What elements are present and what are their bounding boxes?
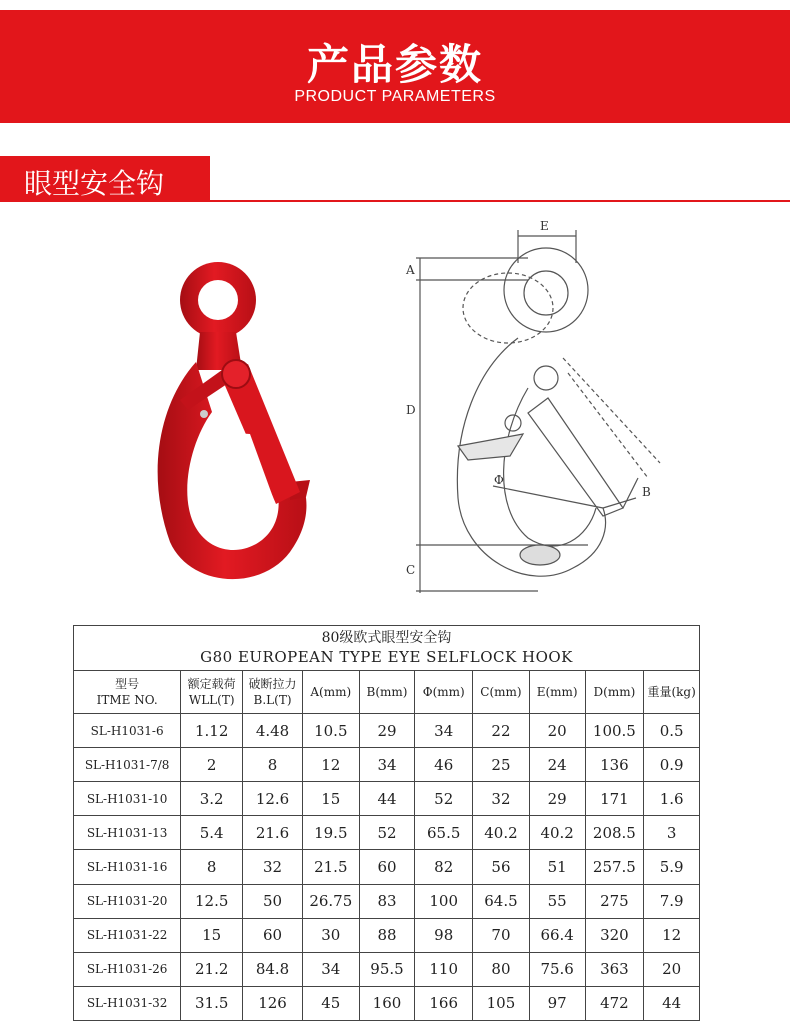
table-header-label: 重量(kg) xyxy=(647,685,696,699)
table-header-label: A(mm) xyxy=(310,685,352,699)
table-header-cell xyxy=(74,671,181,714)
model-cell: SL-H1031-20 xyxy=(74,884,181,918)
table-cell: 1.12 xyxy=(181,714,243,748)
table-title-en: G80 EUROPEAN TYPE EYE SELFLOCK HOOK xyxy=(200,648,573,666)
table-cell: 98 xyxy=(415,918,473,952)
table-cell: 12 xyxy=(302,748,359,782)
table-cell: 65.5 xyxy=(415,816,473,850)
table-header-sublabel: WLL(T) xyxy=(188,693,235,707)
table-cell: 10.5 xyxy=(302,714,359,748)
table-cell: 20 xyxy=(644,952,700,986)
table-title-zh: 80级欧式眼型安全钩 xyxy=(321,630,452,646)
table-cell: 44 xyxy=(359,782,415,816)
section-tab xyxy=(0,156,210,201)
table-cell: 34 xyxy=(415,714,473,748)
table-cell: 257.5 xyxy=(585,850,644,884)
table-cell: 60 xyxy=(243,918,303,952)
table-row xyxy=(74,816,700,850)
table-header-cell xyxy=(644,671,700,714)
table-cell: 40.2 xyxy=(473,816,530,850)
table-header-cell xyxy=(359,671,415,714)
table-cell: 66.4 xyxy=(529,918,585,952)
page-title: 产品参数 xyxy=(306,40,483,89)
table-header-cell xyxy=(415,671,473,714)
table-row xyxy=(74,850,700,884)
model-cell: SL-H1031-16 xyxy=(74,850,181,884)
table-header-label: B(mm) xyxy=(366,685,408,699)
table-cell: 24 xyxy=(529,748,585,782)
table-cell: 7.9 xyxy=(644,884,700,918)
table-cell: 95.5 xyxy=(359,952,415,986)
model-cell: SL-H1031-6 xyxy=(74,714,181,748)
dim-label-e: E xyxy=(540,219,549,233)
table-cell: 22 xyxy=(473,714,530,748)
table-cell: 12.5 xyxy=(181,884,243,918)
table-header-label: 额定载荷 xyxy=(187,677,236,691)
spec-table xyxy=(73,625,700,1021)
table-header-sublabel: ITME NO. xyxy=(96,693,158,707)
table-cell: 12 xyxy=(644,918,700,952)
table-cell: 40.2 xyxy=(529,816,585,850)
table-cell: 34 xyxy=(359,748,415,782)
table-cell: 52 xyxy=(359,816,415,850)
table-row xyxy=(74,714,700,748)
table-cell: 25 xyxy=(473,748,530,782)
table-row xyxy=(74,918,700,952)
dim-label-phi: Φ xyxy=(494,473,504,487)
model-cell: SL-H1031-7/8 xyxy=(74,748,181,782)
table-header-sublabel: B.L(T) xyxy=(253,693,292,707)
table-cell: 84.8 xyxy=(243,952,303,986)
table-cell: 15 xyxy=(302,782,359,816)
table-cell: 5.9 xyxy=(644,850,700,884)
model-cell: SL-H1031-26 xyxy=(74,952,181,986)
table-cell: 5.4 xyxy=(181,816,243,850)
table-row xyxy=(74,782,700,816)
table-cell: 100 xyxy=(415,884,473,918)
table-header-label: Φ(mm) xyxy=(422,685,465,699)
table-cell: 171 xyxy=(585,782,644,816)
table-cell: 166 xyxy=(415,986,473,1020)
table-cell: 30 xyxy=(302,918,359,952)
table-header-cell xyxy=(585,671,644,714)
table-header-row xyxy=(74,671,700,714)
table-title xyxy=(74,626,700,671)
table-header-label: D(mm) xyxy=(593,685,636,699)
table-header-cell xyxy=(473,671,530,714)
header-banner xyxy=(0,10,790,123)
table-cell: 21.2 xyxy=(181,952,243,986)
model-cell: SL-H1031-13 xyxy=(74,816,181,850)
dim-label-c: C xyxy=(406,563,416,577)
table-cell: 275 xyxy=(585,884,644,918)
table-cell: 97 xyxy=(529,986,585,1020)
table-cell: 32 xyxy=(473,782,530,816)
table-cell: 100.5 xyxy=(585,714,644,748)
table-cell: 110 xyxy=(415,952,473,986)
table-cell: 88 xyxy=(359,918,415,952)
table-row xyxy=(74,952,700,986)
table-cell: 8 xyxy=(243,748,303,782)
table-header-cell xyxy=(302,671,359,714)
table-cell: 29 xyxy=(529,782,585,816)
table-cell: 26.75 xyxy=(302,884,359,918)
table-cell: 320 xyxy=(585,918,644,952)
table-cell: 45 xyxy=(302,986,359,1020)
table-cell: 83 xyxy=(359,884,415,918)
table-header-cell xyxy=(529,671,585,714)
table-cell: 52 xyxy=(415,782,473,816)
table-cell: 160 xyxy=(359,986,415,1020)
table-cell: 126 xyxy=(243,986,303,1020)
dim-label-a: A xyxy=(406,263,415,277)
table-cell: 0.5 xyxy=(644,714,700,748)
table-cell: 32 xyxy=(243,850,303,884)
table-cell: 56 xyxy=(473,850,530,884)
table-cell: 70 xyxy=(473,918,530,952)
table-cell: 50 xyxy=(243,884,303,918)
table-cell: 2 xyxy=(181,748,243,782)
table-cell: 12.6 xyxy=(243,782,303,816)
table-cell: 19.5 xyxy=(302,816,359,850)
section-title: 眼型安全钩 xyxy=(24,167,165,200)
table-cell: 64.5 xyxy=(473,884,530,918)
table-cell: 29 xyxy=(359,714,415,748)
table-cell: 55 xyxy=(529,884,585,918)
table-header-cell xyxy=(181,671,243,714)
table-header-label: 型号 xyxy=(115,677,140,691)
table-header-label: 破断拉力 xyxy=(248,677,297,691)
hook-photo xyxy=(150,252,340,592)
dim-label-d: D xyxy=(406,403,416,417)
table-header-label: E(mm) xyxy=(536,685,578,699)
table-cell: 472 xyxy=(585,986,644,1020)
table-cell: 15 xyxy=(181,918,243,952)
table-body xyxy=(74,714,700,1021)
table-cell: 20 xyxy=(529,714,585,748)
table-cell: 3 xyxy=(644,816,700,850)
model-cell: SL-H1031-10 xyxy=(74,782,181,816)
table-cell: 51 xyxy=(529,850,585,884)
table-row xyxy=(74,884,700,918)
table-cell: 21.5 xyxy=(302,850,359,884)
table-cell: 105 xyxy=(473,986,530,1020)
hook-technical-drawing xyxy=(398,208,678,598)
table-cell: 8 xyxy=(181,850,243,884)
table-cell: 3.2 xyxy=(181,782,243,816)
table-cell: 136 xyxy=(585,748,644,782)
page-subtitle: PRODUCT PARAMETERS xyxy=(294,88,496,105)
table-header-cell xyxy=(243,671,303,714)
table-cell: 80 xyxy=(473,952,530,986)
table-row xyxy=(74,986,700,1020)
table-header-label: C(mm) xyxy=(480,685,522,699)
table-cell: 4.48 xyxy=(243,714,303,748)
table-cell: 34 xyxy=(302,952,359,986)
dim-label-b: B xyxy=(642,485,651,499)
table-cell: 1.6 xyxy=(644,782,700,816)
table-cell: 44 xyxy=(644,986,700,1020)
table-cell: 0.9 xyxy=(644,748,700,782)
table-cell: 31.5 xyxy=(181,986,243,1020)
model-cell: SL-H1031-22 xyxy=(74,918,181,952)
model-cell: SL-H1031-32 xyxy=(74,986,181,1020)
table-cell: 60 xyxy=(359,850,415,884)
table-cell: 46 xyxy=(415,748,473,782)
table-cell: 75.6 xyxy=(529,952,585,986)
table-cell: 363 xyxy=(585,952,644,986)
section-divider xyxy=(0,200,790,202)
table-cell: 21.6 xyxy=(243,816,303,850)
table-cell: 208.5 xyxy=(585,816,644,850)
table-row xyxy=(74,748,700,782)
table-cell: 82 xyxy=(415,850,473,884)
